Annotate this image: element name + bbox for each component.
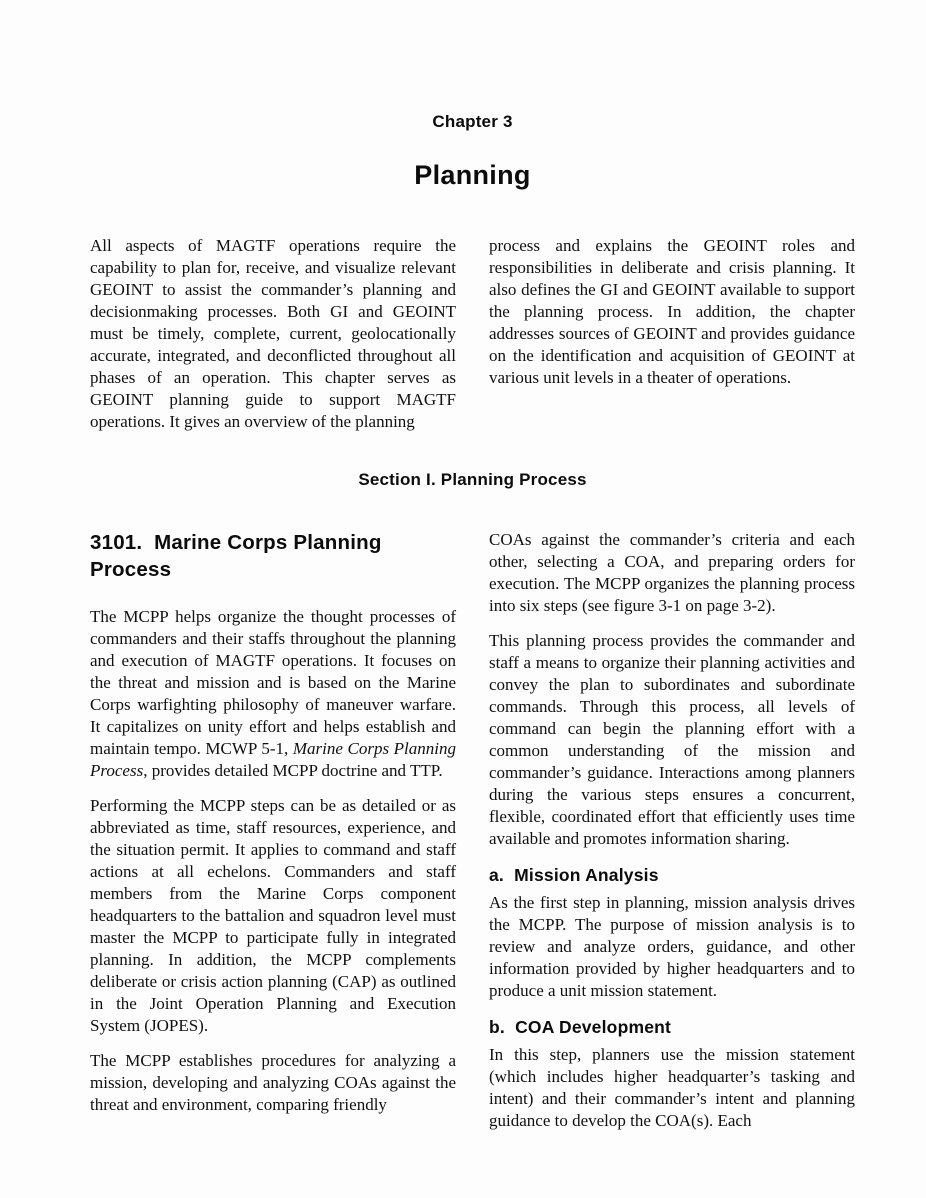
main-right-column [489,529,855,1145]
paragraph: As the first step in planning, mission analysis drives the MCPP. The purpose of mission analysis is to review and analyze orders, guidance, and other information provided by higher headquarters and to produce a unit mission statement. [489,893,855,1000]
paragraph: COAs against the commander’s criteria and each other, selecting a COA, and preparing orders for execution. The MCPP organizes the planning process into six steps (see figure 3-1 on page 3-2). [489,530,855,615]
intro-left-column [90,235,456,446]
section-heading: Section I. Planning Process [358,470,587,489]
paragraph [90,606,456,782]
subsection-a-heading: a. Mission Analysis [489,865,659,885]
chapter-label: Chapter 3 [432,112,513,131]
main-columns [90,529,855,1145]
main-left-column [90,529,456,1145]
paragraph: The MCPP establishes procedures for analyzing a mission, developing and analyzing COAs against the threat and environment, comparing friendly [90,1051,456,1114]
intro-right-column [489,235,855,446]
intro-right-paragraph: process and explains the GEOINT roles and responsibilities in deliberate and crisis planning. It also defines the GI and GEOINT available to support the planning process. In addition, the chapter addresses sources of GEOINT and provides guidance on the identification and acquisition of GEOINT at various unit levels in a theater of operations. [489,236,855,387]
paragraph-text: The MCPP helps organize the thought processes of commanders and their staffs throughout the planning and execution of MAGTF operations. It focuses on the threat and mission and is based on the Marine Corps warfighting philosophy of maneuver warfare. It capitalizes on unity effort and helps establish and maintain tempo. MCWP 5-1, [90,607,456,758]
paragraph-text: , provides detailed MCPP doctrine and TTP. [143,761,443,780]
subsection-b-heading: b. COA Development [489,1017,672,1037]
intro-columns [90,235,855,446]
paragraph: In this step, planners use the mission statement (which includes higher headquarter’s tasking and intent) and their commander’s intent and planning guidance to develop the COA(s). Each [489,1045,855,1130]
book-title-italic: Marine Corps Planning Process [90,739,456,780]
article-heading: 3101. Marine Corps Planning Process [90,531,382,581]
paragraph: This planning process provides the commander and staff a means to organize their planning activities and convey the plan to subordinates and subordinate commands. Through this process, all levels of command can begin the planning effort with a common understanding of the mission and commander’s guidance. Interactions among planners during the various steps ensures a concurrent, flexible, coordinated effort that efficiently uses time available and promotes information sharing. [489,631,855,848]
page-title: Planning [414,160,531,190]
paragraph: Performing the MCPP steps can be as detailed or as abbreviated as time, staff resources, experience, and the situation permit. It applies to command and staff actions at all echelons. Commanders and staff members from the Marine Corps component headquarters to the battalion and squadron level must master the MCPP to participate fully in integrated planning. In addition, the MCPP complements deliberate or crisis action planning (CAP) as outlined in the Joint Operation Planning and Execution System (JOPES). [90,796,456,1035]
intro-left-paragraph: All aspects of MAGTF operations require the capability to plan for, receive, and visualize relevant GEOINT to assist the commander’s planning and decisionmaking processes. Both GI and GEOINT must be timely, complete, current, geolocationally accurate, integrated, and deconflicted throughout all phases of an operation. This chapter serves as GEOINT planning guide to support MAGTF operations. It gives an overview of the planning [90,236,456,431]
